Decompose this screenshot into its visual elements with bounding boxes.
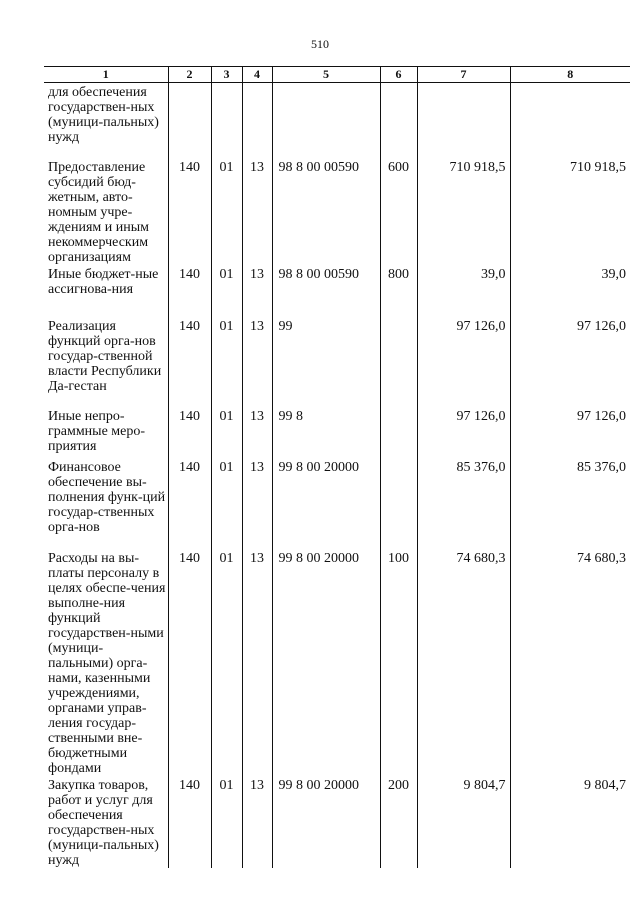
- cell-target-article: 99 8 00 20000: [272, 458, 380, 549]
- row-name: Финансовое обеспечение вы-полнения функ-ций государ-ственных орга-нов: [48, 459, 166, 535]
- column-header: 2: [168, 67, 211, 83]
- cell-amount-7: 97 126,0: [417, 407, 510, 458]
- column-header: 1: [44, 67, 168, 83]
- cell-section: 01: [211, 317, 242, 407]
- cell-amount-8: [510, 83, 630, 158]
- table-row: [44, 83, 630, 158]
- cell-ministry: 140: [168, 265, 211, 317]
- cell-subsection: 13: [242, 317, 272, 407]
- cell-amount-7: 710 918,5: [417, 158, 510, 265]
- row-name: Предоставление субсидий бюд-жетным, авто-номным учре-ждениям и иным некоммерческим организациям: [48, 159, 150, 265]
- cell-expense-type: [380, 83, 417, 158]
- cell-expense-type: [380, 317, 417, 407]
- column-header: 5: [272, 67, 380, 83]
- cell-subsection: [242, 83, 272, 158]
- cell-amount-8: 97 126,0: [510, 407, 630, 458]
- cell-ministry: 140: [168, 458, 211, 549]
- row-name: Иные непро-граммные меро-приятия: [48, 408, 146, 454]
- cell-section: 01: [211, 158, 242, 265]
- page-number: 510: [311, 37, 329, 51]
- cell-expense-type: 600: [380, 158, 417, 265]
- cell-target-article: 99: [272, 317, 380, 407]
- cell-target-article: 99 8 00 20000: [272, 549, 380, 776]
- table-row: [44, 407, 630, 458]
- column-header: 4: [242, 67, 272, 83]
- cell-expense-type: [380, 407, 417, 458]
- cell-target-article: 99 8 00 20000: [272, 776, 380, 868]
- cell-subsection: 13: [242, 549, 272, 776]
- cell-section: 01: [211, 776, 242, 868]
- row-name: Реализация функций орга-нов государ-ственной власти Республики Да-гестан: [48, 318, 162, 394]
- cell-amount-8: 9 804,7: [510, 776, 630, 868]
- cell-amount-8: 39,0: [510, 265, 630, 317]
- column-header: 6: [380, 67, 417, 83]
- cell-amount-8: 710 918,5: [510, 158, 630, 265]
- row-name: для обеспечения государствен-ных (муници-пальных) нужд: [48, 85, 159, 145]
- row-name: Иные бюджет-ные ассигнова-ния: [48, 266, 159, 297]
- table-row: [44, 776, 630, 868]
- cell-subsection: 13: [242, 776, 272, 868]
- cell-expense-type: [380, 458, 417, 549]
- cell-expense-type: 800: [380, 265, 417, 317]
- table-row: [44, 317, 630, 407]
- cell-section: 01: [211, 407, 242, 458]
- cell-section: [211, 83, 242, 158]
- cell-section: 01: [211, 549, 242, 776]
- cell-ministry: [168, 83, 211, 158]
- cell-subsection: 13: [242, 265, 272, 317]
- column-header: 3: [211, 67, 242, 83]
- cell-expense-type: 200: [380, 776, 417, 868]
- cell-ministry: 140: [168, 158, 211, 265]
- cell-amount-7: 9 804,7: [417, 776, 510, 868]
- column-header: 8: [510, 67, 630, 83]
- cell-amount-7: 39,0: [417, 265, 510, 317]
- cell-amount-7: [417, 83, 510, 158]
- cell-target-article: 99 8: [272, 407, 380, 458]
- cell-target-article: 98 8 00 00590: [272, 265, 380, 317]
- cell-ministry: 140: [168, 317, 211, 407]
- cell-amount-7: 74 680,3: [417, 549, 510, 776]
- table-header-row: [44, 67, 630, 83]
- table-row: [44, 158, 630, 265]
- cell-amount-8: 97 126,0: [510, 317, 630, 407]
- cell-ministry: 140: [168, 549, 211, 776]
- cell-section: 01: [211, 265, 242, 317]
- cell-ministry: 140: [168, 407, 211, 458]
- row-name: Расходы на вы-платы персоналу в целях обеспе-чения выполне-ния функций государствен-ными (муници-пальными) орга-нами, казенными учреждениями, органами управ-ления государ-ственными вне-бюджетными фондами: [48, 550, 166, 776]
- cell-subsection: 13: [242, 407, 272, 458]
- cell-section: 01: [211, 458, 242, 549]
- cell-target-article: 98 8 00 00590: [272, 158, 380, 265]
- cell-expense-type: 100: [380, 549, 417, 776]
- cell-ministry: 140: [168, 776, 211, 868]
- column-header: 7: [417, 67, 510, 83]
- cell-amount-7: 85 376,0: [417, 458, 510, 549]
- budget-table: [44, 66, 630, 868]
- table-row: [44, 458, 630, 549]
- cell-target-article: [272, 83, 380, 158]
- cell-subsection: 13: [242, 458, 272, 549]
- cell-amount-7: 97 126,0: [417, 317, 510, 407]
- cell-amount-8: 74 680,3: [510, 549, 630, 776]
- cell-subsection: 13: [242, 158, 272, 265]
- table-row: [44, 549, 630, 776]
- table-row: [44, 265, 630, 317]
- row-name: Закупка товаров, работ и услуг для обеспечения государствен-ных (муници-пальных) нужд: [48, 777, 159, 868]
- cell-amount-8: 85 376,0: [510, 458, 630, 549]
